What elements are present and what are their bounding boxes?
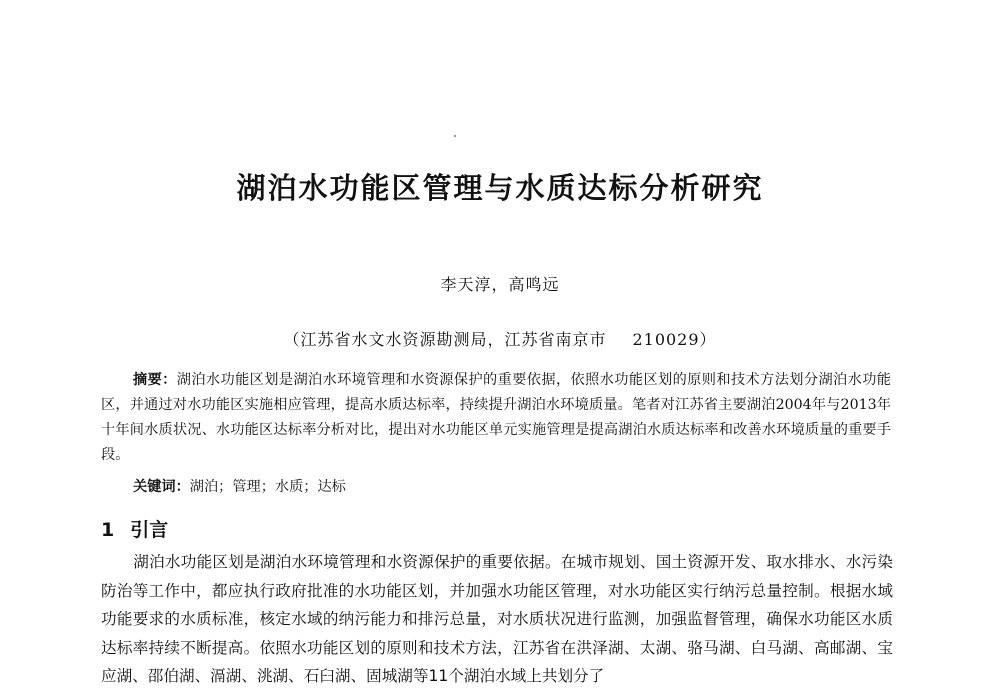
scan-speck	[454, 135, 456, 137]
section-heading	[101, 515, 168, 542]
abstract	[101, 368, 891, 468]
section-number: 1	[101, 519, 115, 541]
body-text: 湖泊水功能区划是湖泊水环境管理和水资源保护的重要依据。在城市规划、国土资源开发、取水排水、水污染防治等工作中，都应执行政府批准的水功能区划，并加强水功能区管理，对水功能区实行纳污总量控制。根据水域功能要求的水质标准，核定水域的纳污能力和排污总量，对水质状况进行监测，加强监督管理，确保水功能区水质达标率持续不断提高。依照水功能区划的原则和技术方法，江苏省在洪泽湖、太湖、骆马湖、白马湖、高邮湖、宝应湖、邵伯湖、滆湖、洮湖、石臼湖、固城湖等11个湖泊水域上共划分了	[101, 553, 893, 685]
abstract-label: 摘要：	[133, 372, 177, 388]
author-list: 李天淳，高鸣远	[440, 275, 560, 294]
abstract-text: 湖泊水功能区划是湖泊水环境管理和水资源保护的重要依据，依照水功能区划的原则和技术方法划分湖泊水功能区，并通过对水功能区实施相应管理，提高水质达标率，持续提升湖泊水环境质量。笔者对江苏省主要湖泊2004年与2013年十年间水质状况、水功能区达标率分析对比，提出对水功能区单元实施管理是提高湖泊水质达标率和改善水环境质量的重要手段。	[101, 372, 891, 463]
paper-title: 湖泊水功能区管理与水质达标分析研究	[236, 171, 764, 205]
affiliation-postcode: 210029）	[632, 330, 717, 349]
section-title: 引言	[130, 519, 169, 541]
body-paragraph	[101, 548, 893, 691]
keywords-label: 关键词：	[133, 479, 190, 495]
keywords	[133, 476, 346, 496]
affiliation	[0, 327, 1000, 350]
keywords-text: 湖泊；管理；水质；达标	[189, 479, 346, 495]
affiliation-org: （江苏省水文水资源勘测局，江苏省南京市	[283, 330, 607, 349]
